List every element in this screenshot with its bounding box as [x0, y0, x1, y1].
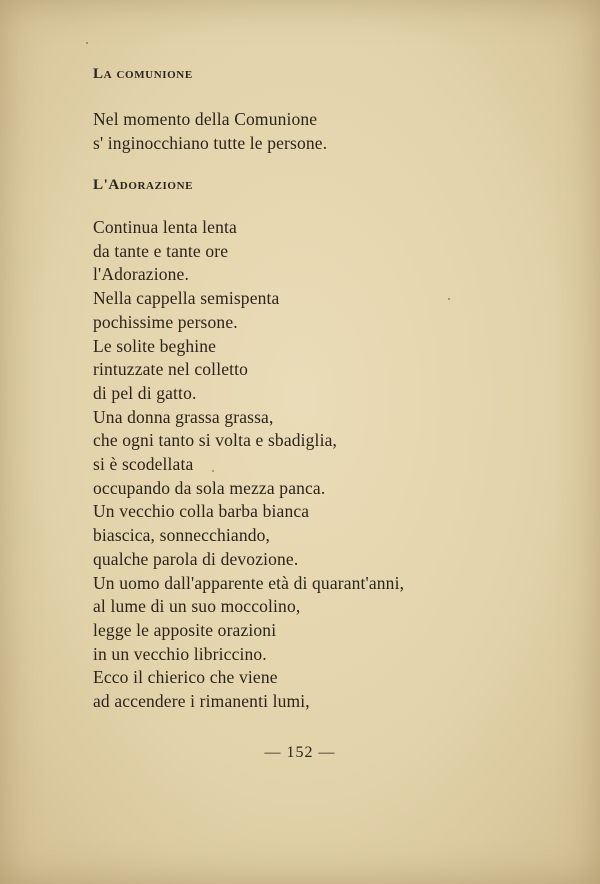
poem-line: pochissime persone. — [93, 311, 238, 332]
poem-line: l'Adorazione. — [93, 264, 189, 285]
poem-line: biascica, sonnecchiando, — [93, 525, 271, 546]
paper-speck — [212, 470, 214, 472]
section-title-l-adorazione: L'Adorazione — [93, 177, 194, 193]
poem-line: Nella cappella semispenta — [93, 288, 280, 309]
page-number: — 152 — — [264, 744, 336, 761]
poem-line: Ecco il chierico che viene — [93, 667, 278, 688]
paper-speck — [448, 298, 450, 300]
poem-line: occupando da sola mezza panca. — [93, 477, 326, 498]
stanza-l-adorazione — [93, 216, 404, 714]
poem-line: di pel di gatto. — [93, 382, 197, 403]
poem-line: da tante e tante ore — [93, 240, 229, 261]
poem-line: rintuzzate nel colletto — [93, 359, 249, 380]
stanza-la-comunione — [93, 108, 327, 155]
poem-line: si è scodellata — [93, 454, 194, 475]
poem-line: s' inginocchiano tutte le persone. — [93, 132, 328, 153]
poem-line: ad accendere i rimanenti lumi, — [93, 691, 310, 712]
poem-line: Un vecchio colla barba bianca — [93, 501, 310, 522]
poem-line: qualche parola di devozione. — [93, 548, 299, 569]
poem-line: Una donna grassa grassa, — [93, 406, 274, 427]
poem-line: che ogni tanto si volta e sbadiglia, — [93, 430, 338, 451]
paper-speck — [86, 42, 88, 44]
poem-line: Continua lenta lenta — [93, 217, 237, 237]
poem-line: Le solite beghine — [93, 335, 217, 356]
section-title-la-comunione: La comunione — [93, 66, 193, 82]
poem-line: Nel momento della Comunione — [93, 109, 318, 129]
poem-line: in un vecchio libriccino. — [93, 643, 267, 664]
poem-line: al lume di un suo moccolino, — [93, 596, 301, 617]
poem-line: Un uomo dall'apparente età di quarant'anni, — [93, 572, 405, 593]
poem-line: legge le apposite orazioni — [93, 619, 277, 640]
